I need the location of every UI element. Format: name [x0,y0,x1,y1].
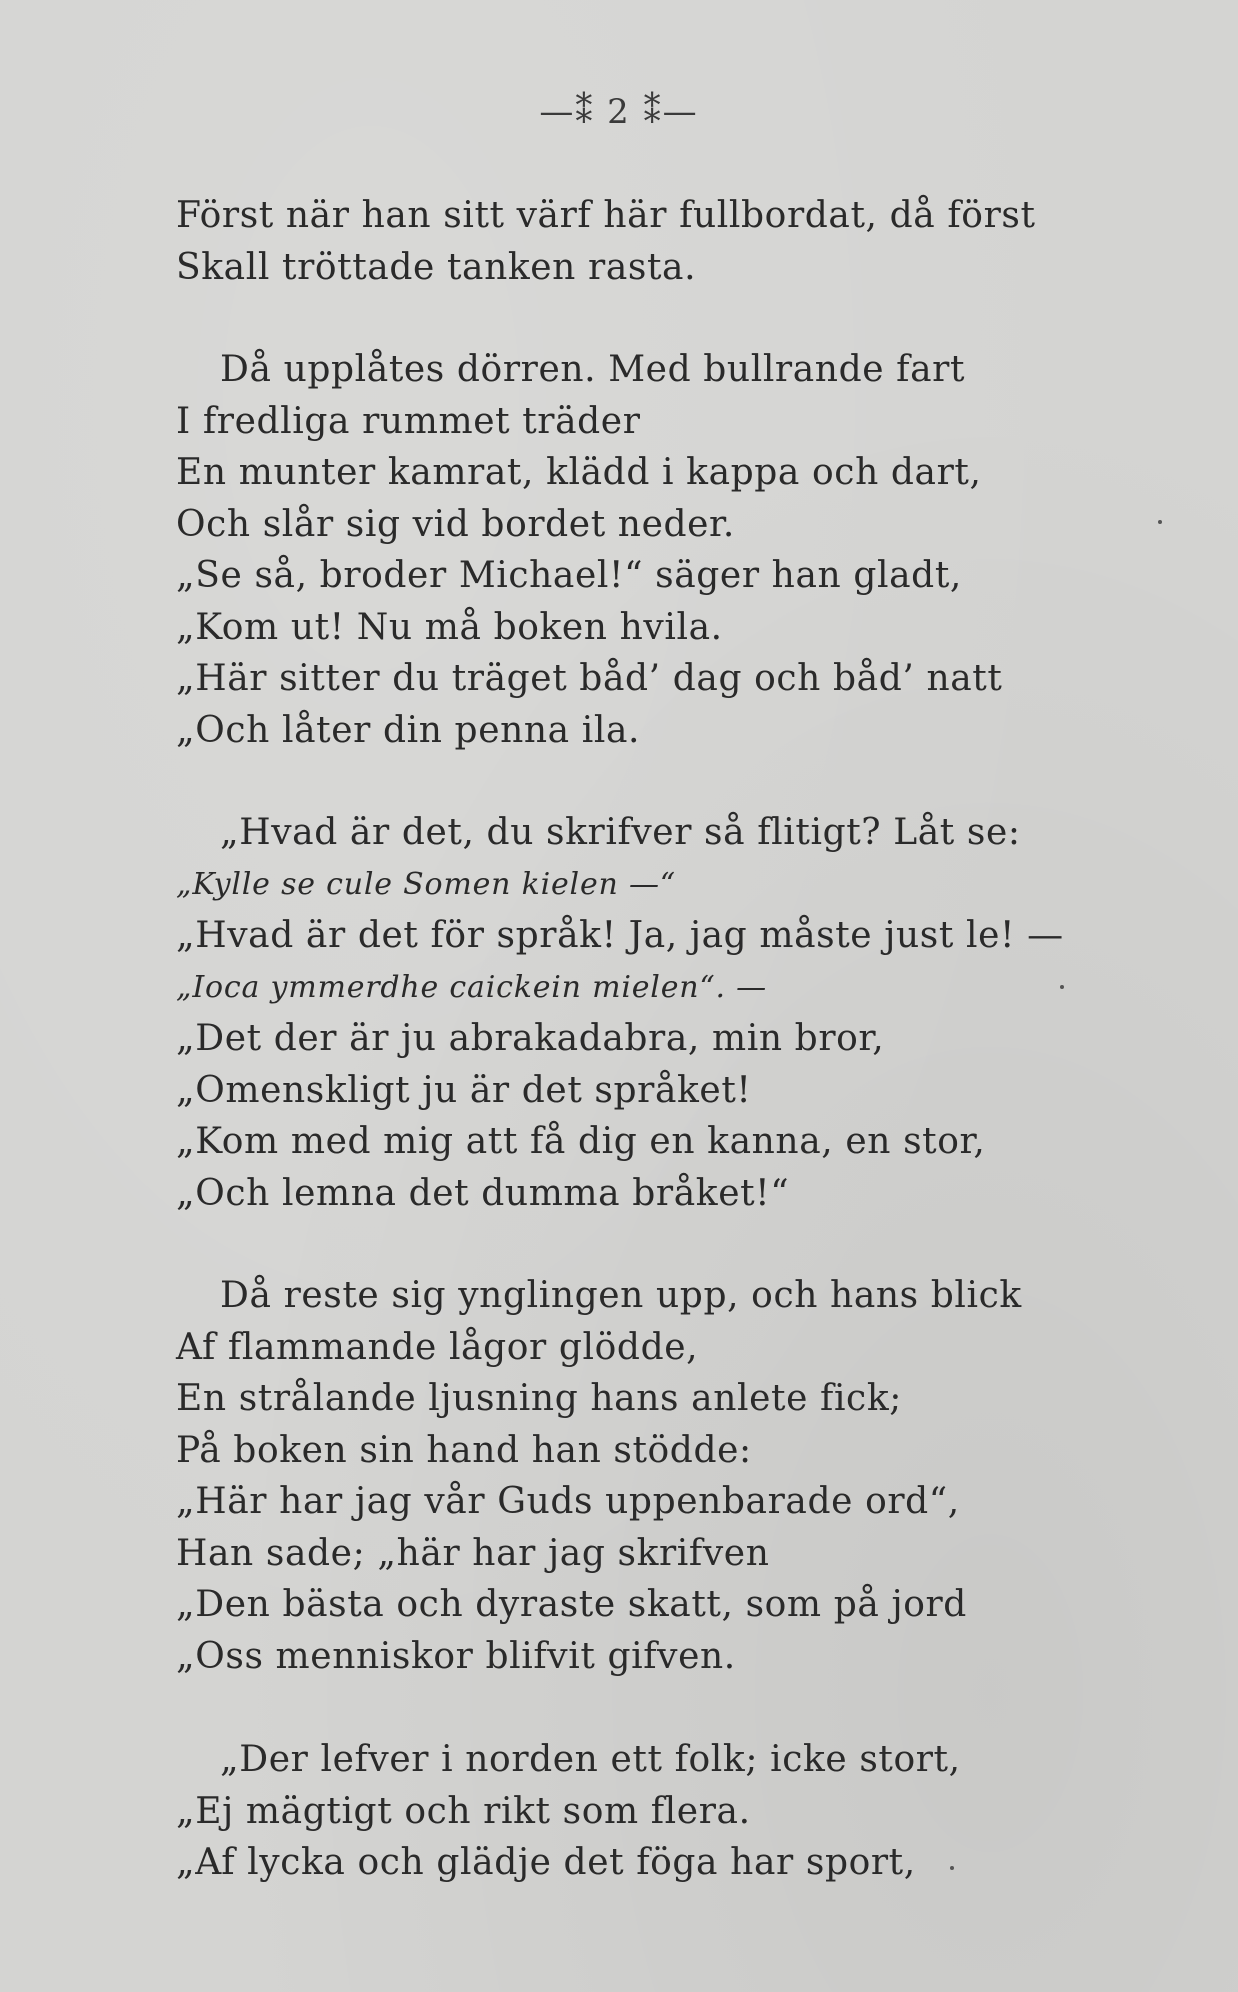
verse-line: En munter kamrat, klädd i kappa och dart, [176,452,982,493]
verse-line: Han sade; „här har jag skrifven [176,1532,770,1574]
paper-speck [1158,520,1162,524]
page-number-header: —⁑ 2 ⁑— [539,92,699,132]
verse-line: „Oss menniskor blifvit gifven. [176,1635,736,1677]
verse-line: „Och lemna det dumma bråket!“ [176,1172,790,1214]
verse-line: „Der lefver i norden ett folk; icke stort, [220,1739,961,1780]
verse-line: „Hvad är det, du skrifver så flitigt? Låt se: [220,812,1021,853]
verse-line: „Se så, broder Michael!“ säger han gladt, [176,555,962,596]
stanza-4 [176,1270,1022,1682]
verse-line: „Här har jag vår Guds uppenbarade ord“, [176,1481,960,1522]
stanza-5 [176,1734,961,1889]
verse-line: Skall tröttade tanken rasta. [176,246,697,288]
verse-line: Af flammande lågor glödde, [176,1326,699,1368]
verse-line: En strålande ljusning hans anlete fick; [176,1378,902,1419]
verse-line: I fredliga rummet träder [176,400,641,442]
paper-speck [1060,985,1064,989]
verse-line-foreign: „Kylle se cule Somen kielen —“ [176,866,676,902]
verse-line: „Hvad är det för språk! Ja, jag måste just le! — [176,915,1064,956]
verse-line: „Kom ut! Nu må boken hvila. [176,606,723,648]
verse-line: Och slår sig vid bordet neder. [176,503,735,545]
verse-line: Då reste sig ynglingen upp, och hans blick [220,1275,1022,1316]
verse-line-foreign: „Ioca ymmerdhe caickein mielen“. — [176,969,767,1005]
paper-speck [950,1866,954,1870]
verse-line: Först när han sitt värf här fullbordat, då först [176,195,1036,236]
verse-line: „Här sitter du träget båd’ dag och båd’ natt [176,658,1003,699]
stanza-3 [176,807,1064,1219]
verse-line: „Och låter din penna ila. [176,709,641,751]
stanza-1 [176,190,1036,293]
verse-line: „Ej mägtigt och rikt som flera. [176,1790,751,1832]
verse-line: „Omenskligt ju är det språket! [176,1069,752,1111]
verse-line: „Kom med mig att få dig en kanna, en stor, [176,1121,986,1162]
verse-line: „Af lycka och glädje det föga har sport, [176,1842,916,1883]
stanza-2 [176,344,1002,756]
verse-line: „Den bästa och dyraste skatt, som på jord [176,1584,967,1625]
verse-line: Då upplåtes dörren. Med bullrande fart [220,349,966,390]
verse-line: På boken sin hand han stödde: [176,1429,752,1471]
verse-line: „Det der är ju abrakadabra, min bror, [176,1018,885,1059]
